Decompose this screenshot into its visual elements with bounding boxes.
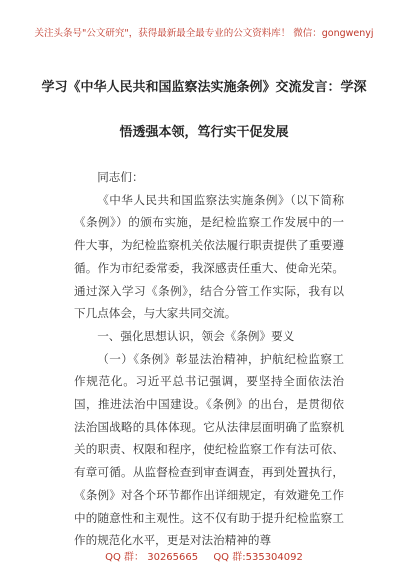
paragraph-section-1-1: （一）《条例》彰显法治精神，护航纪检监察工作规范化。习近平总书记强调，要坚持全面依法治国，推进法治中国建设。《条例》的出台，是贯彻依法治国战略的具体体现。它从法律层面明确了监察机关的职责、权限和程序，使纪检监察工作有法可依、有章可循。从监督检查到审查调查，再到处置执行，《条例》对各个环节都作出详细规定，有效避免工作中的随意性和主观性。这不仅有助于提升纪检监察工作的规范化水平，更是对法治精神的尊 [74,351,344,548]
document-title-line-1: 学习《中华人民共和国监察法实施条例》交流发言：学深 [41,80,367,95]
document-title-line-2: 悟透强本领，笃行实干促发展 [119,125,289,140]
header-promo-note: 关注头条号"公文研究"，获得最新最全最专业的公文资料库！ 微信：gongwenyj [34,28,374,39]
footer-qq-group-2: QQ 群:535304092 [213,552,303,563]
footer-contact [0,548,408,563]
section-heading-1: 一、强化思想认识，领会《条例》要义 [97,328,295,343]
footer-qq-group-1: QQ 群： 30265665 [105,552,199,563]
document-body [74,166,344,552]
paragraph-intro: 《中华人民共和国监察法实施条例》（以下简称《条例》）的颁布实施，是纪检监察工作发展中的一件大事，为纪检监察机关依法履行职责提供了重要遵循。作为市纪委常委，我深感责任重大、使命光荣。通过深入学习《条例》，结合分管工作实际，我有以下几点体会，与大家共同交流。 [74,192,344,321]
salutation: 同志们： [97,170,144,184]
